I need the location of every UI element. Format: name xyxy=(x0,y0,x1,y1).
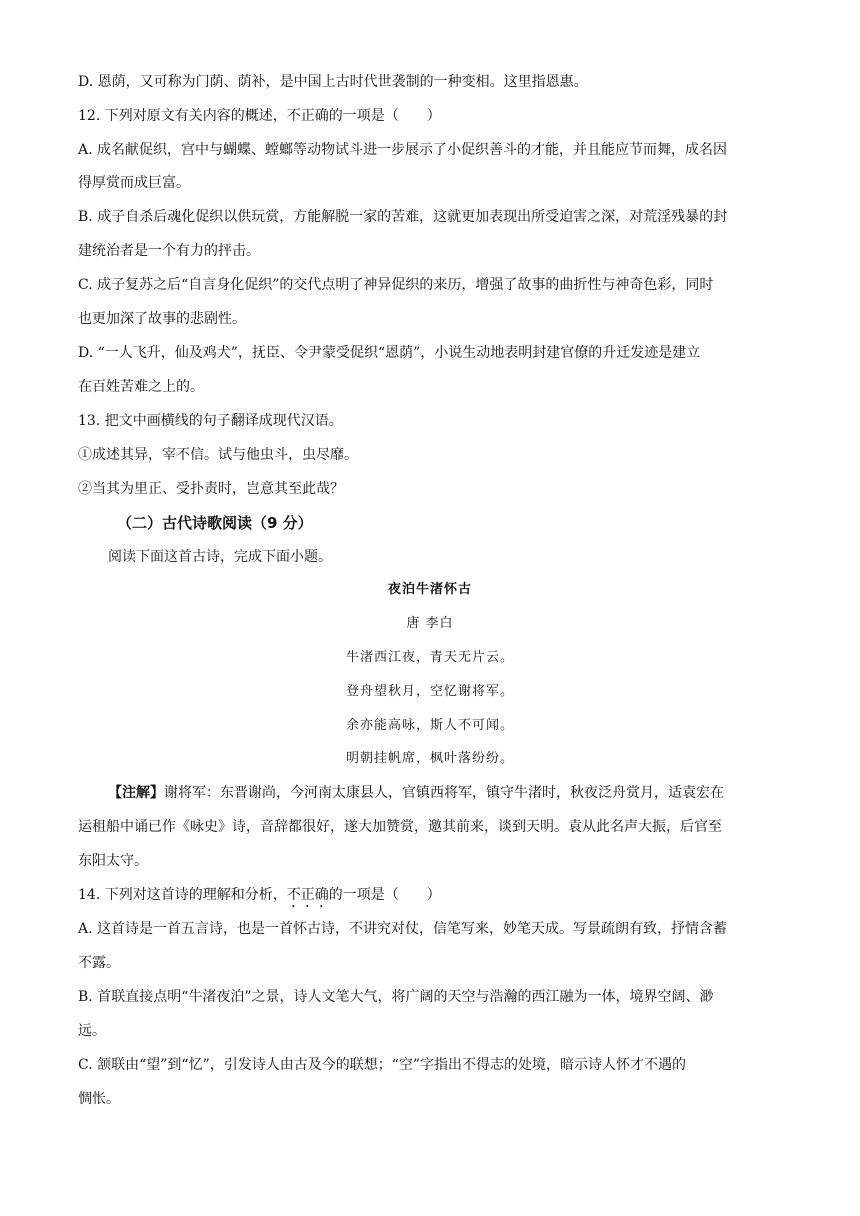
q12-stem: 12. 下列对原文有关内容的概述，不正确的一项是（ ） xyxy=(78,108,441,124)
q14-stem-emphasis: 不正确 xyxy=(286,887,329,903)
q14-option-a-line2: 不露。 xyxy=(78,955,120,971)
q13-stem: 13. 把文中画横线的句子翻译成现代汉语。 xyxy=(78,413,343,429)
q14-option-c-line1: C. 颔联由“望”到“忆”，引发诗人由古及今的联想；“空”字指出不得志的处境，暗示诗人怀才不遇的 xyxy=(78,1057,687,1073)
note-line1 xyxy=(108,783,798,803)
q12-option-d-line1: D. “一人飞升，仙及鸡犬”，抚臣、令尹蒙受促织“恩荫”，小说生动地表明封建官僚的升迁发迹是建立 xyxy=(78,345,701,361)
section-heading: （二）古代诗歌阅读（9 分） xyxy=(117,514,313,532)
poem-line: 明朝挂帆席，枫叶落纷纷。 xyxy=(345,751,514,766)
q11-option-d: D. 恩荫，又可称为门荫、荫补，是中国上古时代世袭制的一种变相。这里指恩惠。 xyxy=(78,74,588,90)
q14-stem xyxy=(78,885,798,911)
q12-option-d-line2: 在百姓苦难之上的。 xyxy=(78,379,204,395)
q13-sentence-1: ①成述其异，宰不信。试与他虫斗，虫尽靡。 xyxy=(78,447,358,463)
poem-title: 夜泊牛渚怀古 xyxy=(387,582,472,597)
q12-option-b-line2: 建统治者是一个有力的抨击。 xyxy=(78,243,260,259)
note-line3: 东阳太守。 xyxy=(78,853,148,869)
section-instruction: 阅读下面这首古诗，完成下面小题。 xyxy=(108,549,332,565)
q13-sentence-2: ②当其为里正、受扑责时，岂意其至此哉？ xyxy=(78,481,344,497)
q14-stem-prefix: 14. 下列对这首诗的理解和分析， xyxy=(78,887,287,903)
poem-line: 牛渚西江夜，青天无片云。 xyxy=(345,650,514,665)
poem-line: 登舟望秋月，空忆谢将军。 xyxy=(345,684,514,699)
note-text: 谢将军：东晋谢尚，今河南太康县人，官镇西将军，镇守牛渚时，秋夜泛舟赏月，适袁宏在 xyxy=(164,785,724,801)
q12-option-c-line1: C. 成子复苏之后“自言身化促织”的交代点明了神异促织的来历，增强了故事的曲折性与神奇色彩，同时 xyxy=(78,277,714,293)
poem-line: 余亦能高咏，斯人不可闻。 xyxy=(345,718,514,733)
q14-option-a-line1: A. 这首诗是一首五言诗，也是一首怀古诗，不讲究对仗，信笔写来，妙笔天成。写景疏朗有致，抒情含蓄 xyxy=(78,921,728,937)
q12-option-b-line1: B. 成子自杀后魂化促织以供玩赏，方能解脱一家的苦难，这就更加表现出所受迫害之深，对荒淫残暴的封 xyxy=(78,209,728,225)
q12-option-c-line2: 也更加深了故事的悲剧性。 xyxy=(78,311,246,327)
q14-option-c-line2: 惆怅。 xyxy=(78,1091,120,1107)
note-label: 【注解】 xyxy=(108,785,164,801)
q14-stem-suffix: 的一项是（ ） xyxy=(328,887,441,903)
poem-author: 唐 李白 xyxy=(406,616,454,631)
q12-option-a-line2: 得厚赏而成巨富。 xyxy=(78,175,190,191)
q12-option-a-line1: A. 成名献促织，宫中与蝴蝶、螳螂等动物试斗进一步展示了小促织善斗的才能，并且能应节而舞，成名因 xyxy=(78,142,728,158)
note-line2: 运租船中诵已作《咏史》诗，音辞都很好，遂大加赞赏，邀其前来，谈到天明。袁从此名声大振，后官至 xyxy=(78,819,722,835)
q14-option-b-line1: B. 首联直接点明“牛渚夜泊”之景，诗人文笔大气，将广阔的天空与浩瀚的西江融为一体，境界空阔、渺 xyxy=(78,989,714,1005)
q14-option-b-line2: 远。 xyxy=(78,1023,106,1039)
